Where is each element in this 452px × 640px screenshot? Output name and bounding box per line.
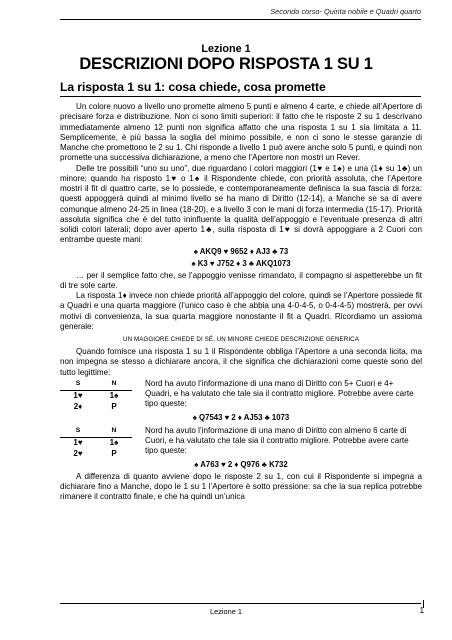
bid-cell: 2♦ [73, 401, 83, 411]
bidding-explanation-1: Nord ha avuto l’informazione di una mano di Diritto con 5+ Cuori e 4+ Quadri, e ha valutato che tale sia il contratto migliore. Potrebbe avere carte tipo queste: [145, 378, 414, 409]
south-label: S [75, 426, 81, 434]
bidding-round [60, 449, 145, 460]
bidding-table-1 [60, 379, 145, 412]
hand-example-1: ♠ AKQ9 ♥ 9652 ♦ AJ3 ♣ 73 [193, 246, 289, 256]
paragraph-6: A differenza di quanto avviene dopo le risposte 2 su 1, con cui il Rispondente si impegna a dichiarare fino a Manche, dopo le 1 su 1 l’Apertore è sotto pressione: sa che la sua replica potrebbe rimanere il contratto finale, e che ha quindi un’unica [60, 471, 422, 502]
bidding-table-2 [60, 426, 145, 459]
footer-rule [60, 603, 421, 604]
paragraph-4: La risposta 1♦ invece non chiede priorità all’appoggio del colore, quindi se l’Apertore possiede fit a Quadri e una quarta maggiore (l’unico caso è che abbia una 4-0-4-5, o 0-4-4-5) mostrerà, per ovvi motivi di convenienza, la sua quarta maggiore nonostante il fit a Quadri. Ricordiamo un assioma generale: [60, 291, 422, 331]
north-label: N [111, 379, 117, 387]
bid-cell: P [111, 448, 117, 458]
paragraph-5: Quando fornisce una risposta 1 su 1 il Rispondente obbliga l’Apertore a una seconda licita, ma non impegna se stesso a dichiarare ancora, il che significa che dichiarazioni come queste sono del tutto legittime: [60, 347, 422, 377]
bidding-round [60, 438, 145, 449]
bidding-example-1 [60, 379, 422, 412]
bidding-explanation-2: Nord ha avuto l’informazione di una mano di Diritto con almeno 6 carte di Cuori, e ha valutato che tale sia il contratto migliore. Potrebbe avere carte tipo queste: [145, 425, 409, 456]
bid-cell: 1♠ [109, 437, 119, 447]
bidding-example-2 [60, 426, 422, 459]
hand-example-3: ♠ Q7543 ♥ 2 ♦ AJ53 ♣ 1073 [192, 413, 290, 423]
header-rule [60, 19, 421, 20]
bid-cell: 2♥ [73, 448, 83, 458]
bidding-header [60, 426, 132, 438]
running-header: Secondo corso- Quinta nobile e Quadri quarto [270, 7, 421, 16]
paragraph-1: Un colore nuovo a livello uno promette almeno 5 punti e almeno 4 carte, e chiede all’Apertore di precisare forza e distribuzione. Non ci sono limiti superiori: il fatto che le risposte 2 su 1 descrivano immediatamente almeno 12 punti non significa affatto che una risposta 1 su 1 sia limitata a 11. Semplicemente, è più bassa la soglia del minimo possibile, e non ci sono le stesse garanzie di Manche che promettono le 2 su 1. Chi risponde a livello 1 può avere anche solo 5 punti, e quindi non promette una successiva dichiarazione, a meno che l’Apertore non mostri un Rever. [60, 102, 422, 163]
page-number: 1 [419, 606, 424, 615]
paragraph-3: … per il semplice fatto che, se l’appoggio venisse rimandato, il compagno si aspetterebbe un fit di tre sole carte. [60, 270, 422, 290]
body-text [60, 102, 422, 502]
south-label: S [75, 379, 81, 387]
main-title: DESCRIZIONI DOPO RISPOSTA 1 SU 1 [79, 55, 373, 73]
bidding-header [60, 379, 132, 391]
bidding-round [60, 402, 145, 413]
section-rule [60, 96, 421, 97]
footer-label: Lezione 1 [209, 607, 243, 616]
bid-cell: 1♠ [109, 391, 119, 400]
hand-example-2: ♠ K3 ♥ J752 ♦ 3 ♣ AKQ1073 [191, 259, 291, 268]
bidding-round [60, 391, 145, 402]
axiom-heading: UN MAGGIORE CHIEDE DI SÉ, UN MINORE CHIEDE DESCRIZIONE GENERICA [123, 336, 359, 343]
paragraph-2: Delle tre possibili “uno su uno”, due riguardano i colori maggiori (1♥ e 1♠) e una (1♦ su 1♣) un minore; quando ha risposto 1♥ o 1♠ il Rispondente chiede, con priorità assoluta, che l’Apertore mostri il fit di quattro carte, se lo possiede, e contemporaneamente definisca la sua fascia di forza: questi appoggerà quindi al minimo livello se ha mano di Diritto (12-14), a Manche se sa di avere comunque almeno 24-25 in linea (18-20), e a livello 3 con le mani di forza intermedia (15-17). Priorità assoluta significa che è del tutto ininfluente la qualità dell’appoggio e l’eventuale presenza di altri solidi colori laterali; dopo aver aperto 1♣, sulla risposta di 1♥ si dovrà appoggiare a 2 Cuori con entrambe queste mani: [60, 163, 422, 245]
bid-cell: 1♥ [73, 437, 83, 447]
bid-cell: P [111, 401, 117, 411]
north-label: N [111, 426, 117, 434]
section-title: La risposta 1 su 1: cosa chiede, cosa promette [60, 80, 326, 94]
hand-example-4: ♠ A763 ♥ 2 ♦ Q976 ♣ K732 [194, 460, 288, 470]
lesson-title: Lezione 1 [201, 43, 251, 55]
bid-cell: 1♥ [73, 391, 83, 400]
